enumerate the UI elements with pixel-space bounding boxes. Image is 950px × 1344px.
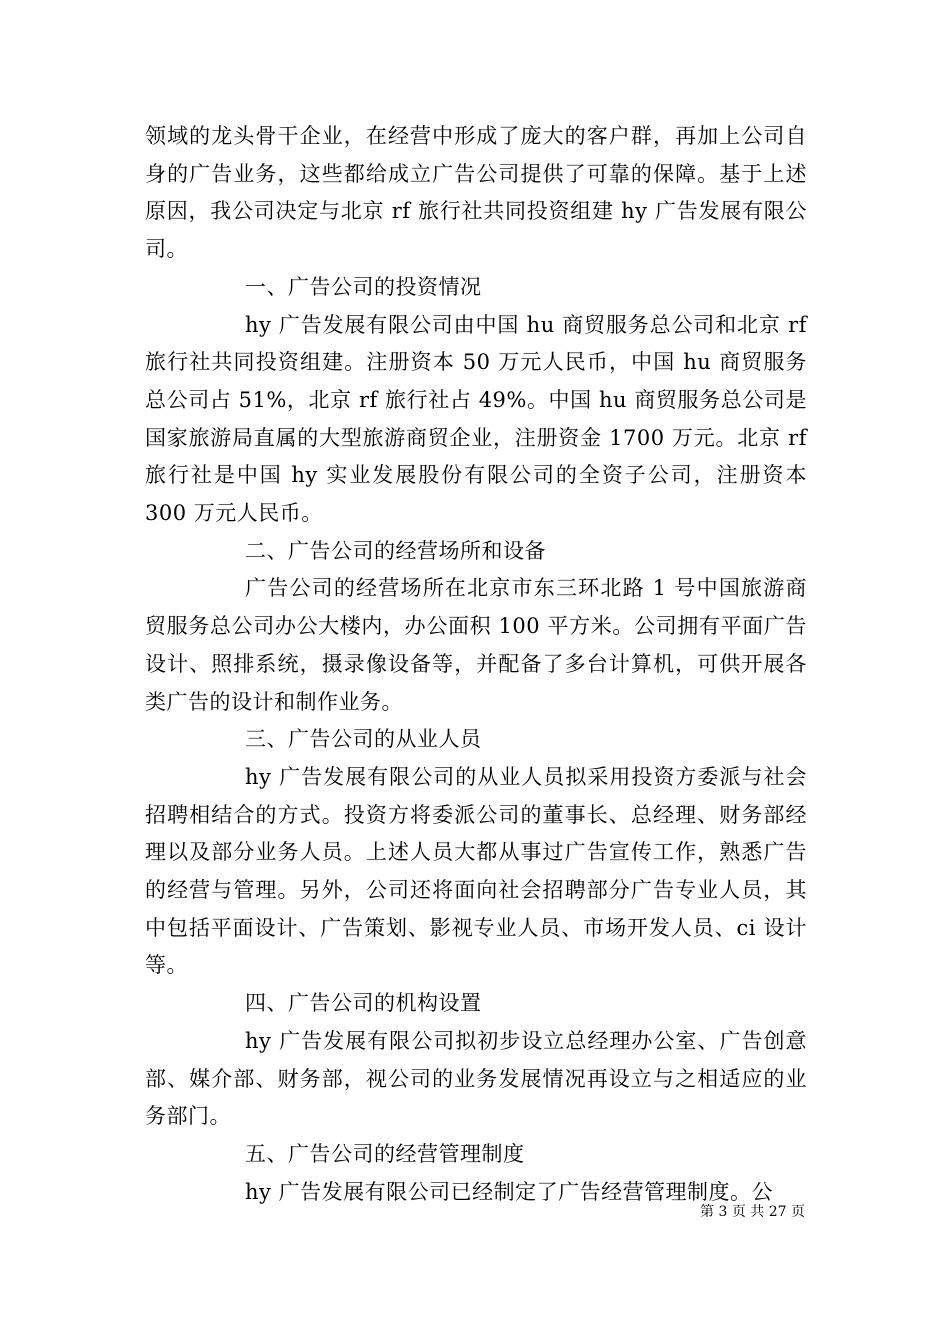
section-heading-management: 五、广告公司的经营管理制度: [245, 1141, 525, 1166]
paragraph-management: hy 广告发展有限公司已经制定了广告经营管理制度。公: [245, 1179, 774, 1204]
page-number-footer: 第 3 页 共 27 页: [700, 1204, 805, 1220]
paragraph-continuation: 领域的龙头骨干企业，在经营中形成了庞大的客户群，再加上公司自身的广告业务，这些都给成立广告公司提供了可靠的保障。基于上述原因，我公司决定与北京 rf 旅行社共同投资组建 hy 广告发展有限公司。: [145, 124, 807, 262]
section-heading-premises: 二、广告公司的经营场所和设备: [245, 538, 546, 563]
section-heading-investment: 一、广告公司的投资情况: [245, 274, 482, 299]
paragraph-organization: hy 广告发展有限公司拟初步设立总经理办公室、广告创意部、媒介部、财务部，视公司的业务发展情况再设立与之相适应的业务部门。: [145, 1028, 807, 1129]
paragraph-premises: 广告公司的经营场所在北京市东三环北路 1 号中国旅游商贸服务总公司办公大楼内，办公面积 100 平方米。公司拥有平面广告设计、照排系统，摄录像设备等，并配备了多台计算机，可供开展各类广告的设计和制作业务。: [145, 576, 807, 714]
document-body: [145, 118, 807, 1211]
paragraph-staff: hy 广告发展有限公司的从业人员拟采用投资方委派与社会招聘相结合的方式。投资方将委派公司的董事长、总经理、财务部经理以及部分业务人员。上述人员大都从事过广告宣传工作，熟悉广告的经营与管理。另外，公司还将面向社会招聘部分广告专业人员，其中包括平面设计、广告策划、影视专业人员、市场开发人员、ci 设计等。: [145, 764, 807, 978]
paragraph-investment: hy 广告发展有限公司由中国 hu 商贸服务总公司和北京 rf 旅行社共同投资组建。注册资本 50 万元人民币，中国 hu 商贸服务总公司占 51%，北京 rf 旅行社占 49%。中国 hu 商贸服务总公司是国家旅游局直属的大型旅游商贸企业，注册资金 1700 万元。北京 rf 旅行社是中国 hy 实业发展股份有限公司的全资子公司，注册资本 300 万元人民币。: [145, 312, 807, 526]
section-heading-staff: 三、广告公司的从业人员: [245, 727, 482, 752]
section-heading-organization: 四、广告公司的机构设置: [245, 991, 482, 1016]
